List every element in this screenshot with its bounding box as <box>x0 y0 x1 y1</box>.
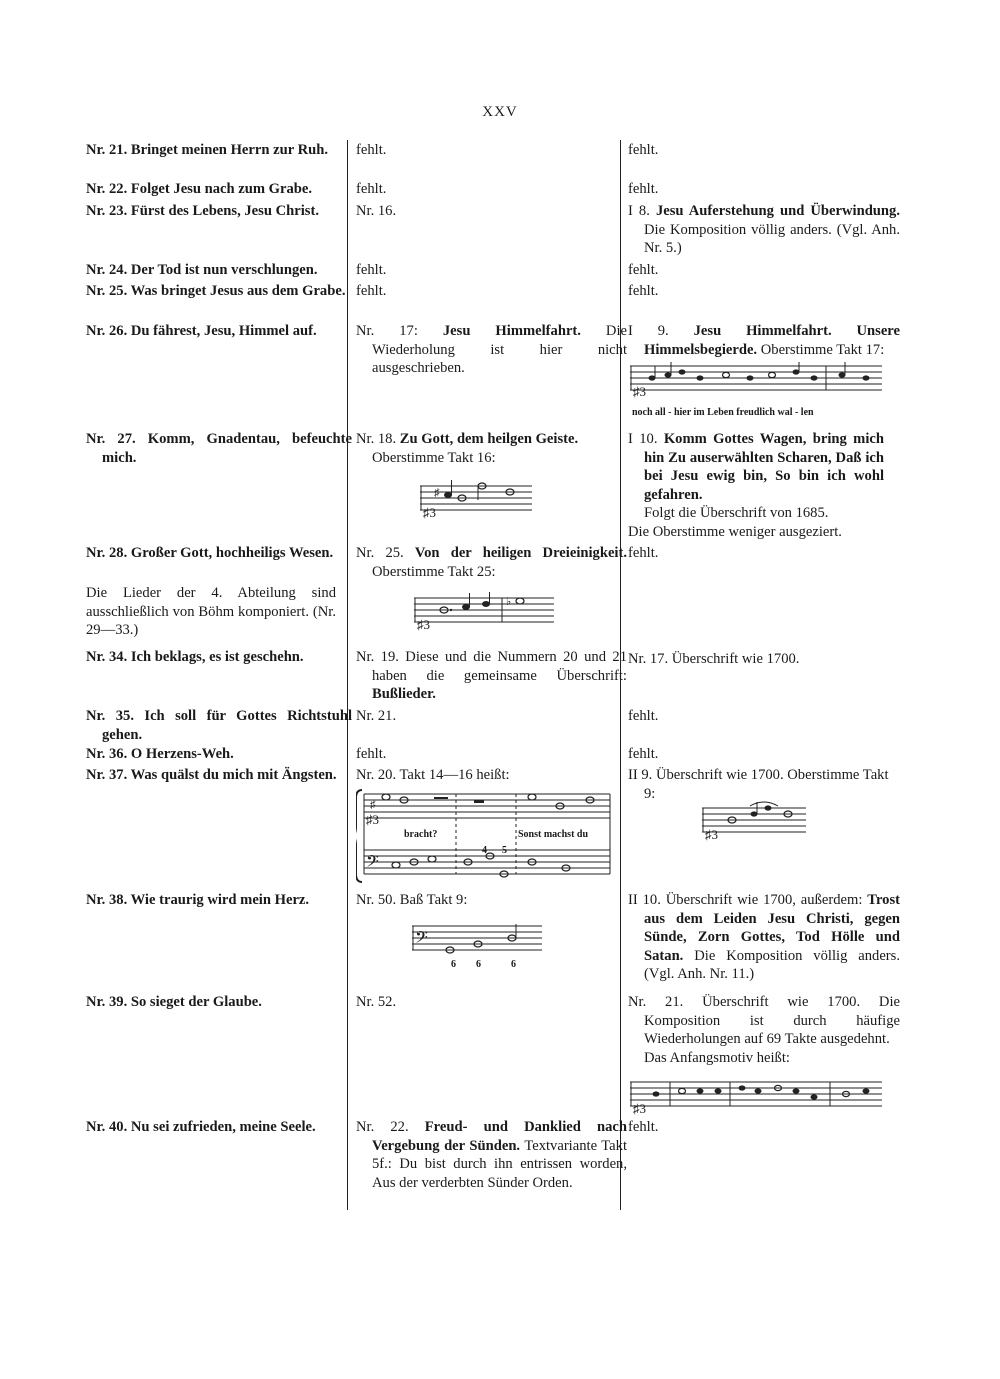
entry-nr-38: Nr. 38. Wie traurig wird mein Herz. <box>86 892 310 908</box>
entry-nr-23: Nr. 23. Fürst des Lebens, Jesu Christ. <box>86 203 319 219</box>
entry-nr-26: Nr. 26. Du fährest, Jesu, Himmel auf. <box>86 323 317 339</box>
svg-text:♯3: ♯3 <box>633 1101 646 1116</box>
c3-nr-22: fehlt. <box>628 181 659 197</box>
c3-nr-35: fehlt. <box>628 708 659 724</box>
entry-nr-25: Nr. 25. Was bringet Jesus aus dem Grabe. <box>86 283 346 299</box>
c3-nr-38: II 10. Überschrift wie 1700, außerdem: Trost aus dem Leiden Jesu Christi, gegen Sünde, Zorn Gottes, Tod Hölle und Satan. Die Komposition völlig anders. (Vgl. Anh. Nr. 11.) <box>628 892 900 982</box>
svg-text:♯3: ♯3 <box>633 384 646 398</box>
c2-nr-36: fehlt. <box>356 746 387 762</box>
figure-6b: 6 <box>476 959 481 970</box>
entry-nr-36: Nr. 36. O Herzens-Weh. <box>86 746 234 762</box>
page-number: XXV <box>482 104 518 120</box>
entry-nr-37: Nr. 37. Was quälst du mich mit Ängsten. <box>86 767 337 783</box>
c2-nr-37: Nr. 20. Takt 14—16 heißt: <box>356 767 510 783</box>
entry-nr-22: Nr. 22. Folget Jesu nach zum Grabe. <box>86 181 313 197</box>
entry-nr-28: Nr. 28. Großer Gott, hochheiligs Wesen. <box>86 545 334 561</box>
lyric-bracht: bracht? <box>404 829 438 840</box>
svg-text:♯3: ♯3 <box>417 617 430 632</box>
c2-nr-27: Nr. 18. Zu Gott, dem heilgen Geiste. Oberstimme Takt 16: <box>356 431 579 466</box>
svg-text:𝄢: 𝄢 <box>366 851 379 875</box>
svg-text:♯: ♯ <box>434 487 440 499</box>
c2-nr-38: Nr. 50. Baß Takt 9: <box>356 892 468 908</box>
entry-nr-24: Nr. 24. Der Tod ist nun verschlungen. <box>86 262 318 278</box>
c3-nr-39: Nr. 21. Überschrift wie 1700. Die Komposition ist durch häufige Wiederholungen auf 69 Takte ausgedehnt. Das Anfangsmotiv heißt: <box>628 994 900 1066</box>
c3-nr-28: fehlt. <box>628 545 659 561</box>
column-divider-left <box>347 140 348 1210</box>
music-example-c3-39 <box>630 1074 884 1118</box>
svg-text:𝄢: 𝄢 <box>415 927 428 951</box>
music-example-c3-26 <box>630 358 884 398</box>
c3-nr-40: fehlt. <box>628 1119 659 1135</box>
entry-nr-35: Nr. 35. Ich soll für Gottes Richtstuhl gehen. <box>86 708 352 743</box>
entry-nr-34: Nr. 34. Ich beklags, es ist geschehn. <box>86 649 304 665</box>
c2-nr-24: fehlt. <box>356 262 387 278</box>
c3-nr-37: II 9. Überschrift wie 1700. Oberstimme Takt 9: <box>628 767 889 802</box>
c3-nr-24: fehlt. <box>628 262 659 278</box>
entry-nr-27: Nr. 27. Komm, Gnadentau, befeuchte mich. <box>86 431 352 466</box>
c3-nr-27: I 10. Komm Gottes Wagen, bring mich hin Zu auserwählten Scharen, Daß ich bei Jesu ewig bin, So bin ich wohl gefahren. Folgt die Überschrift von 1685. Die Oberstimme weniger ausgeziert. <box>628 431 884 540</box>
c3-nr-21: fehlt. <box>628 142 659 158</box>
svg-text:♯3: ♯3 <box>366 812 379 827</box>
c2-nr-34: Nr. 19. Diese und die Nummern 20 und 21 haben die gemeinsame Überschrift: Bußlieder. <box>356 649 627 702</box>
c2-nr-22: fehlt. <box>356 181 387 197</box>
lyric-sonst-machst-du: Sonst machst du <box>518 829 589 840</box>
svg-text:♯3: ♯3 <box>423 505 436 520</box>
music-example-c2-28 <box>414 590 554 634</box>
figure-5: 5 <box>502 845 507 856</box>
c2-nr-39: Nr. 52. <box>356 994 397 1010</box>
c3-nr-34: Nr. 17. Überschrift wie 1700. <box>628 651 800 667</box>
figure-6c: 6 <box>511 959 516 970</box>
lyric-noch-all-hier: noch all - hier im Leben freudlich wal - len <box>632 407 814 418</box>
c2-nr-28: Nr. 25. Von der heiligen Dreieinigkeit. Oberstimme Takt 25: <box>356 545 627 580</box>
c2-nr-25: fehlt. <box>356 283 387 299</box>
music-example-c2-27 <box>420 478 532 522</box>
section-note: Die Lieder der 4. Abteilung sind ausschließlich von Böhm komponiert. (Nr. 29—33.) <box>86 585 336 638</box>
c2-nr-40: Nr. 22. Freud- und Danklied nach Vergebung der Sünden. Textvariante Takt 5f.: Du bist durch ihn entrissen worden, Aus der verderbten Sünder Orden. <box>356 1119 628 1191</box>
figure-4: 4 <box>482 845 487 856</box>
entry-nr-39: Nr. 39. So sieget der Glaube. <box>86 994 262 1010</box>
figure-6a: 6 <box>451 959 456 970</box>
c2-nr-35: Nr. 21. <box>356 708 397 724</box>
music-example-c3-37 <box>702 800 806 844</box>
c3-nr-25: fehlt. <box>628 283 659 299</box>
svg-text:♯: ♯ <box>370 799 376 811</box>
c3-nr-26: I 9. Jesu Himmelfahrt. Unsere Himmelsbegierde. Oberstimme Takt 17: <box>628 323 900 358</box>
c2-nr-23: Nr. 16. <box>356 203 397 219</box>
c2-nr-26: Nr. 17: Jesu Himmelfahrt. Die Wiederholung ist hier nicht ausgeschrieben. <box>356 323 627 376</box>
c2-nr-21: fehlt. <box>356 142 387 158</box>
c3-nr-23: I 8. Jesu Auferstehung und Überwindung. Die Komposition völlig anders. (Vgl. Anh. Nr. 5.) <box>628 203 900 256</box>
svg-text:♭: ♭ <box>506 596 512 608</box>
entry-nr-40: Nr. 40. Nu sei zufrieden, meine Seele. <box>86 1119 316 1135</box>
entry-nr-21: Nr. 21. Bringet meinen Herrn zur Ruh. <box>86 142 329 158</box>
svg-text:♯3: ♯3 <box>705 827 718 842</box>
c3-nr-36: fehlt. <box>628 746 659 762</box>
